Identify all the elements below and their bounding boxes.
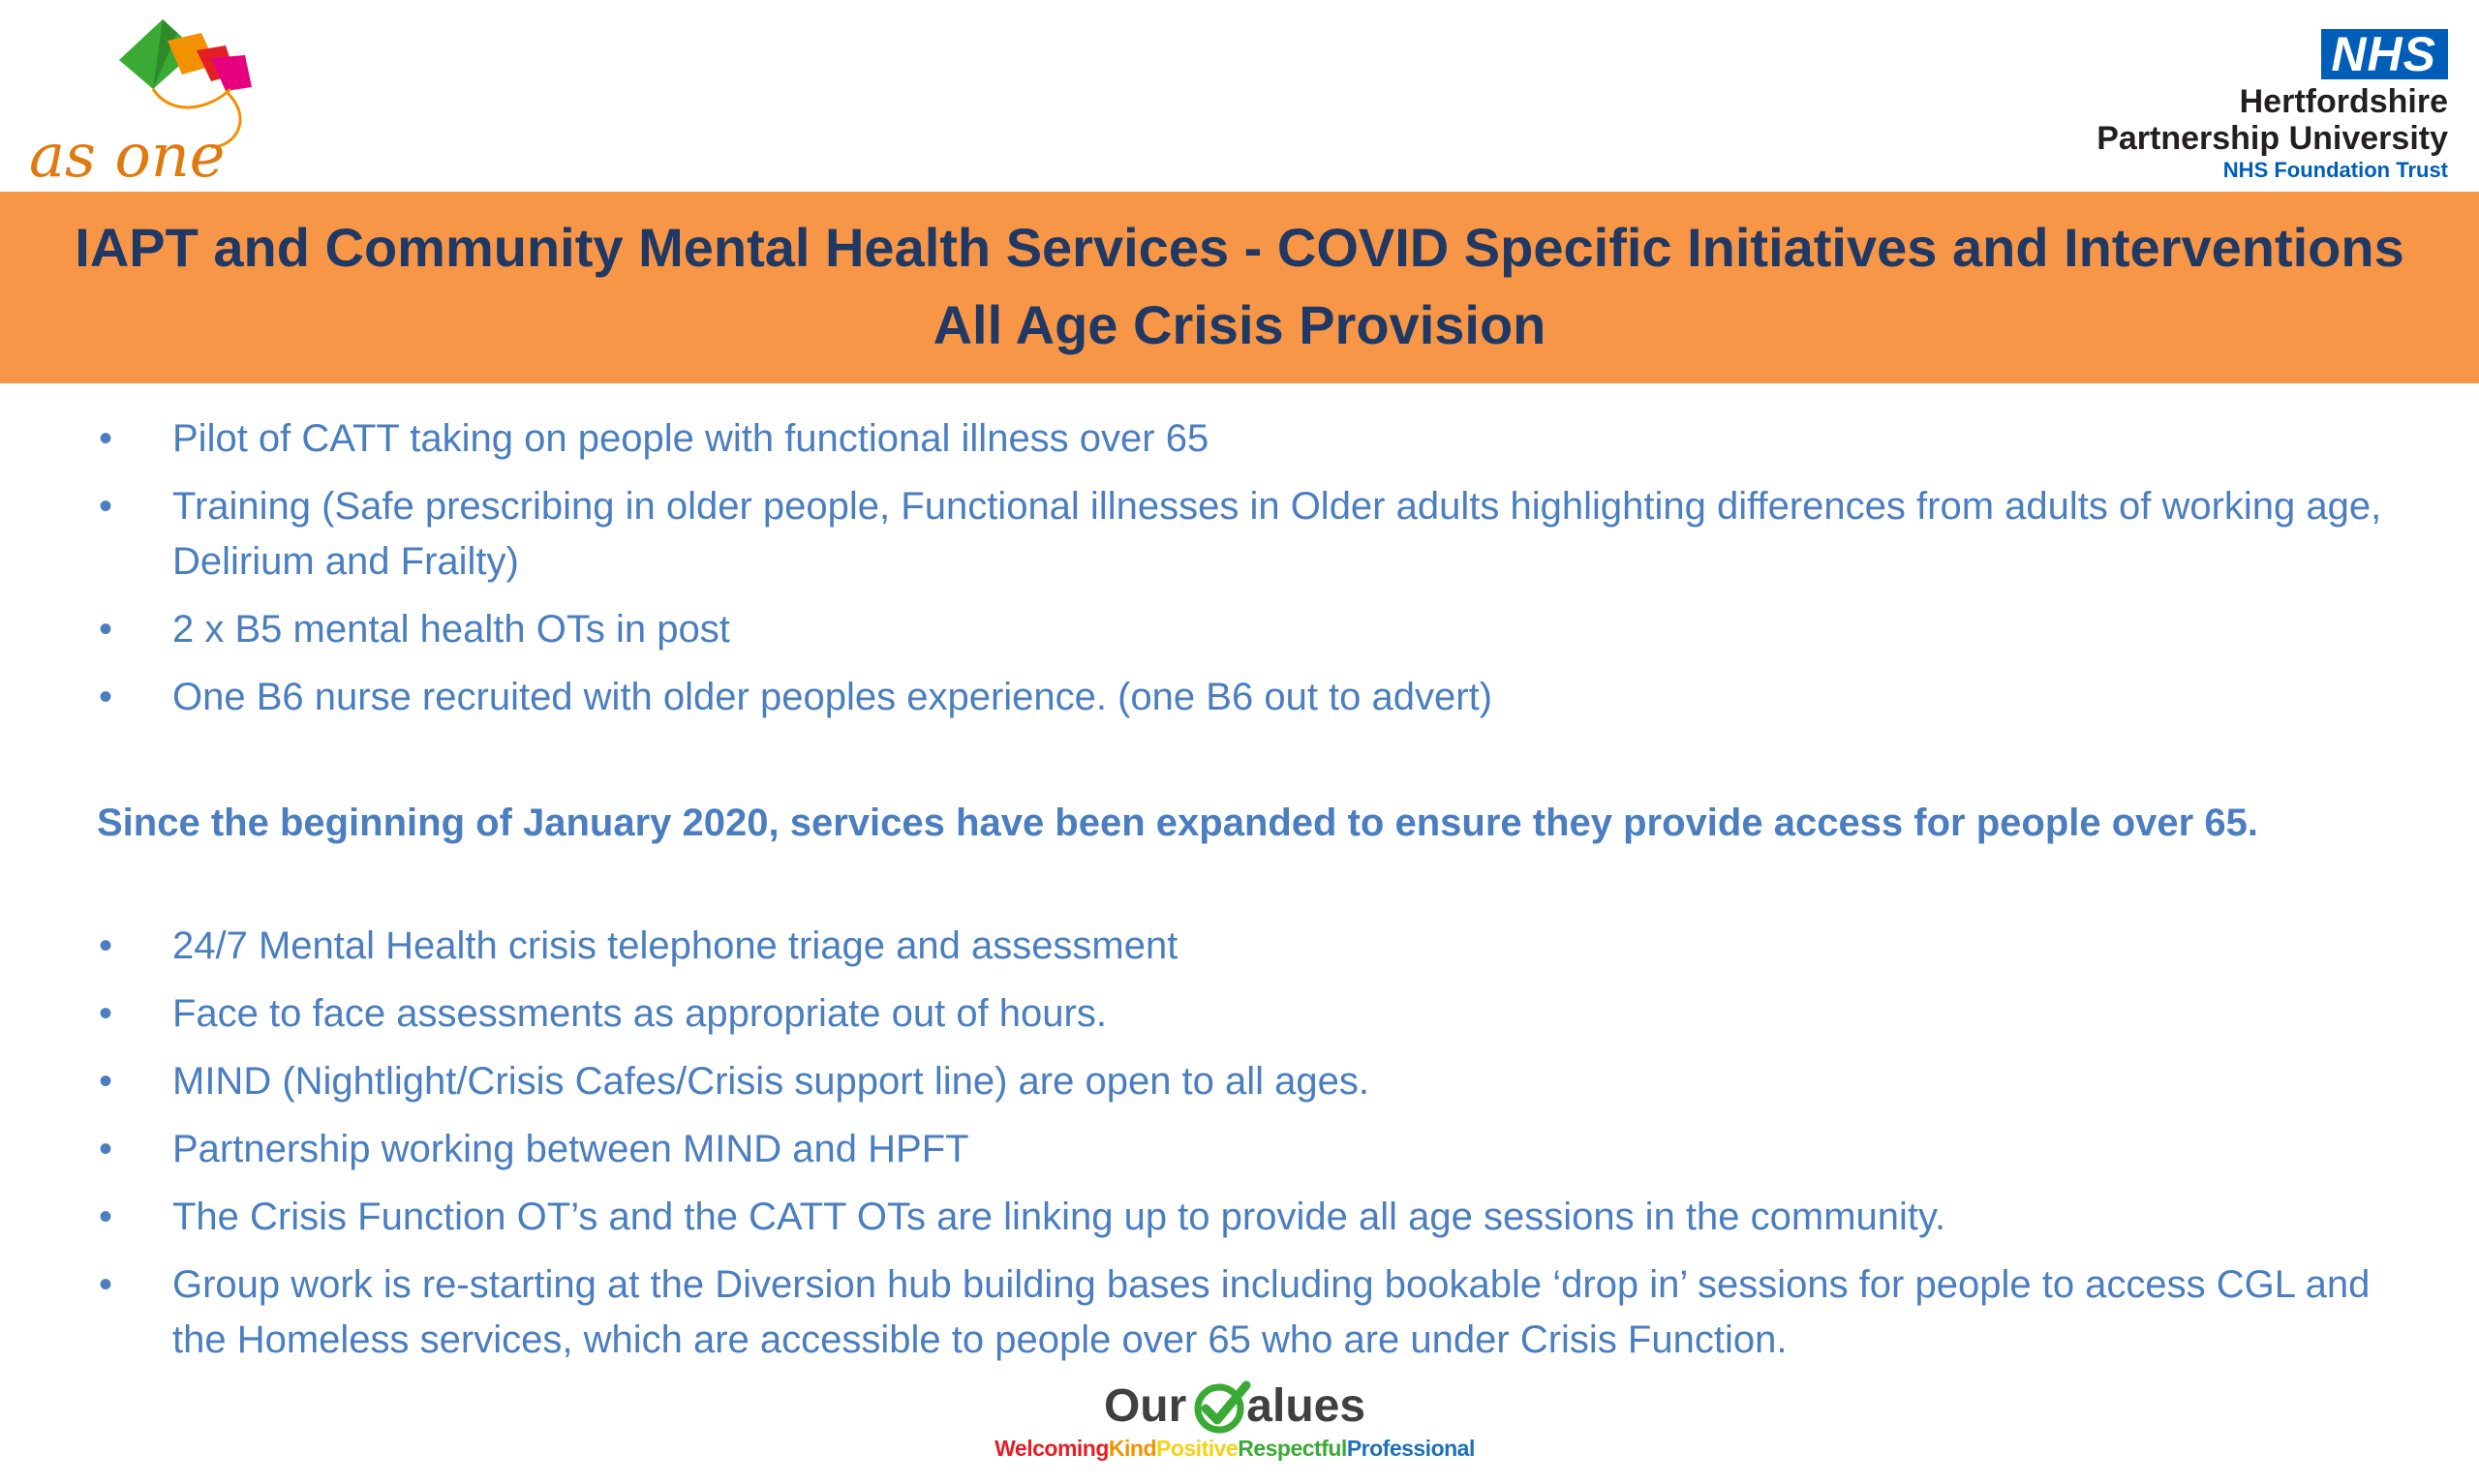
list-item: • Group work is re-starting at the Diversion hub building bases including bookable ‘drop in’ sessions for people to access CGL and the Homeless services, which are accessible to people over 65 who are under Crisis Function. <box>97 1257 2421 1368</box>
value-respectful: Respectful <box>1238 1436 1347 1461</box>
list-item: • Partnership working between MIND and HPFT <box>97 1122 2421 1177</box>
nhs-trust-name-line2: Partnership University <box>2096 120 2448 157</box>
list-item: • One B6 nurse recruited with older peoples experience. (one B6 out to advert) <box>97 670 2421 725</box>
list-item: • Training (Safe prescribing in older people, Functional illnesses in Older adults highlighting differences from adults of working age, Delirium and Frailty) <box>97 479 2421 590</box>
initiatives-list <box>97 411 2421 725</box>
page-title: IAPT and Community Mental Health Services - COVID Specific Initiatives and Interventions <box>75 217 2404 278</box>
intro-statement: Since the beginning of January 2020, services have been expanded to ensure they provide access for people over 65. <box>97 802 2258 844</box>
page-subtitle: All Age Crisis Provision <box>933 294 1546 355</box>
list-item: • Pilot of CATT taking on people with functional illness over 65 <box>97 411 2421 467</box>
value-welcoming: Welcoming <box>995 1436 1109 1461</box>
title-banner <box>0 192 2479 383</box>
list-item: • Face to face assessments as appropriate out of hours. <box>97 986 2421 1042</box>
value-positive: Positive <box>1156 1436 1239 1461</box>
nhs-trust-name-line1: Hertfordshire <box>2239 83 2448 120</box>
nhs-trust-logo <box>2096 29 2448 184</box>
values-words <box>978 1434 1491 1463</box>
nhs-foundation-trust: NHS Foundation Trust <box>2222 158 2448 182</box>
our-values-logo <box>978 1379 1491 1476</box>
list-item: • MIND (Nightlight/Crisis Cafes/Crisis support line) are open to all ages. <box>97 1054 2421 1109</box>
crisis-provision-list <box>97 919 2421 1368</box>
list-item: • The Crisis Function OT’s and the CATT OTs are linking up to provide all age sessions in the community. <box>97 1190 2421 1245</box>
list-item: • 24/7 Mental Health crisis telephone triage and assessment <box>97 919 2421 974</box>
our-values-suffix: alues <box>1246 1380 1366 1432</box>
nhs-lozenge: NHS <box>2321 29 2448 79</box>
value-professional: Professional <box>1346 1436 1475 1461</box>
main-content <box>97 411 2421 1380</box>
value-kind: Kind <box>1108 1436 1156 1461</box>
list-item: • 2 x B5 mental health OTs in post <box>97 602 2421 657</box>
our-values-prefix: Our <box>1103 1380 1187 1432</box>
checkmark-icon <box>1190 1379 1252 1434</box>
our-values-title <box>978 1379 1491 1434</box>
as-one-logo <box>27 12 269 186</box>
as-one-logo-text: as one <box>29 120 226 186</box>
